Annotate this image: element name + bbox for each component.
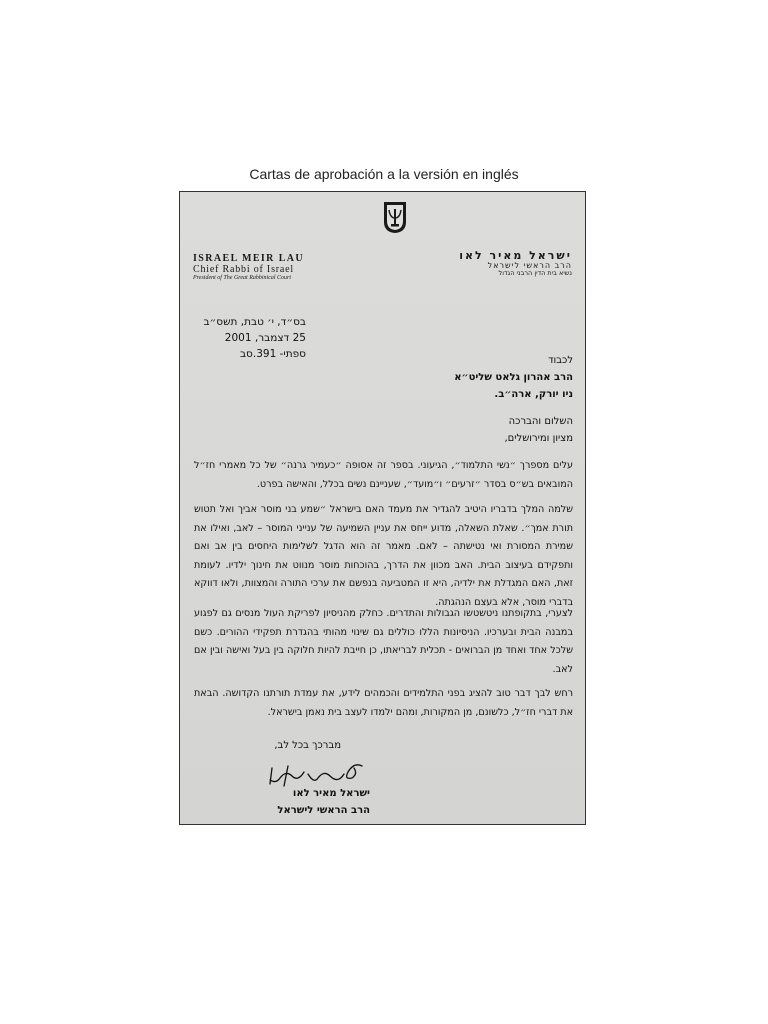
page-caption: Cartas de aprobación a la versión en inglés <box>249 166 519 182</box>
greeting-block <box>194 413 573 447</box>
letterhead-subtitle: President of The Great Rabbinical Court <box>193 275 292 281</box>
letterhead-hebrew-subtitle: נשיא בית הדין הרבני הגדול <box>498 268 572 277</box>
body-paragraph-1: עלים מספרך ״נשי התלמוד״, הגיעוני. בספר זה אסופה ״כעמיר גרנה״ של כל מאמרי חז״ל המובאים בש״ס בסדר ״זרעים״ ו״מועד״, שעניינם נשים בכלל, והאישה בפרט. <box>194 460 573 490</box>
letterhead-name: ISRAEL MEIR LAU <box>193 253 305 264</box>
greeting-line1: השלום והברכה <box>508 416 573 427</box>
greeting-line2: מציון ומירושלים, <box>504 433 573 444</box>
reference-number: ספתי- 391.סב <box>239 347 306 360</box>
closing-text: מברכך בכל לב, <box>274 740 341 751</box>
letterhead-hebrew <box>459 250 572 277</box>
letterhead-hebrew-title: הרב הראשי לישראל <box>487 260 572 270</box>
recipient-salutation: לכבוד <box>548 355 573 366</box>
date-hebrew: בס״ד, י׳ טבת, תשס״ב <box>203 316 306 328</box>
recipient-name: הרב אהרון גלאט שליט״א <box>454 372 573 383</box>
letterhead-latin <box>193 254 304 281</box>
letterhead-title: Chief Rabbi of Israel <box>193 263 294 275</box>
state-emblem-icon <box>382 200 408 234</box>
date-gregorian: 25 דצמבר, 2001 <box>224 331 306 344</box>
body-paragraph-4: רחש לבך דבר טוב להציג בפני התלמידים והכמהים לידע, את עמדת תורתנו הקדושה. הבאת את דברי חז״ל, כלשונם, מן המקורות, ומהם ילמדו לעצב בית נאמן בישראל. <box>194 688 573 718</box>
recipient-location: ניו יורק, ארה״ב. <box>494 389 573 400</box>
letter-scan <box>179 191 586 825</box>
body-paragraph-3: לצערי, בתקופתנו ניטשטשו הגבולות והתדרים. כחלק מהניסיון לפריקת העול מנסים גם לפגוע במבנה הבית ובערכיו. הניסיונות הללו כוללים גם שינוי מהותי בהגדרת תפקידי ההורים. כשם שלכל אחד ואחד מן הברואים - תכלית לבריאתו, כן חייבת להיות חלוקה בין בעל ואישה ובין אם לאב. <box>194 608 573 675</box>
body-paragraph-2: שלמה המלך בדבריו היטיב להגדיר את מעמד האם בישראל ״שמע בני מוסר אביך ואל תטוש תורת אמך״. שאלת השאלה, מדוע ייחס את עניין השמיעה של ענייני המוסר – לאב, ואילו את שמירת המסורת ואי נטישתה – לאם. מאמר זה הוא הדגל לשלימות היחסים בין אב ואם ותפקידם בעיצוב הבית. האב מכוון את הדרך, בהוכחות מוסר מנווט את חינוך ילדיו. לעומת זאת, האם המגדלת את ילדיה, היא זו המטביעה בנפשם את ערכי התורה והמצוות, ולאו דווקא בדברי מוסר, אלא בעצם הנהגתה. <box>194 504 573 608</box>
recipient-block <box>194 352 573 403</box>
letterhead-hebrew-name: ישראל מאיר לאו <box>459 249 572 262</box>
signatory-title: הרב הראשי לישראל <box>277 805 370 816</box>
signatory-name: ישראל מאיר לאו <box>292 788 370 799</box>
signatory-block <box>250 785 370 819</box>
